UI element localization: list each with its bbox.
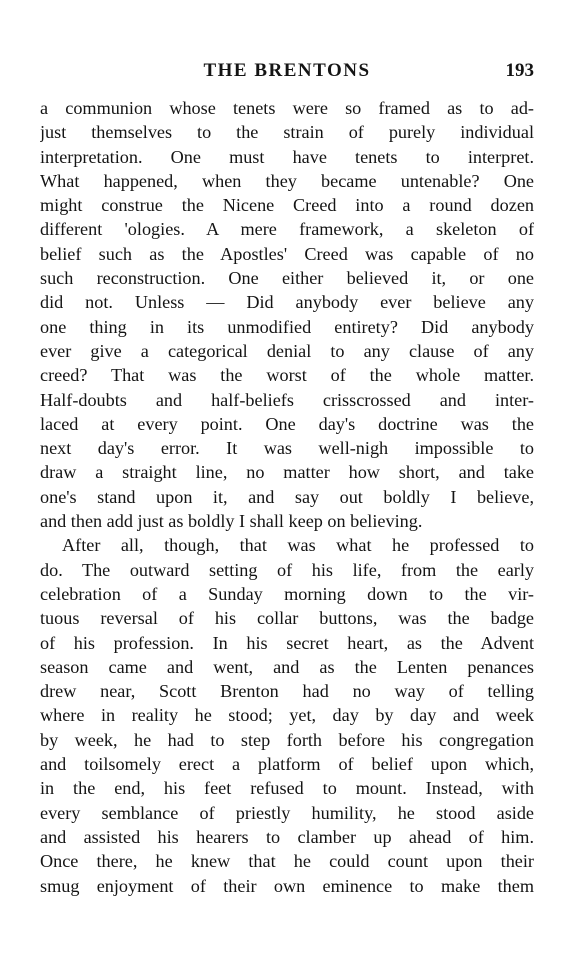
text-line: such reconstruction. One either believed it, or one <box>40 268 534 289</box>
text-line: and assisted his hearers to clamber up ahead of him. <box>40 826 534 847</box>
body-text <box>40 96 534 898</box>
text-line: ever give a categorical denial to any clause of any <box>40 340 534 361</box>
text-line: laced at every point. One day's doctrine was the <box>40 413 534 434</box>
text-line: celebration of a Sunday morning down to the vir- <box>40 583 534 604</box>
text-line: draw a straight line, no matter how short, and take <box>40 462 534 483</box>
text-line: one thing in its unmodified entirety? Did anybody <box>40 316 534 337</box>
text-line: Once there, he knew that he could count upon their <box>40 851 534 872</box>
text-line: where in reality he stood; yet, day by day and week <box>40 705 534 726</box>
text-line: one's stand upon it, and say out boldly I believe, <box>40 486 534 507</box>
page-header <box>40 60 534 86</box>
text-line: might construe the Nicene Creed into a round dozen <box>40 195 534 216</box>
text-line: belief such as the Apostles' Creed was capable of no <box>40 243 534 264</box>
text-line: a communion whose tenets were so framed as to ad- <box>40 98 534 118</box>
text-line: What happened, when they became untenable? One <box>40 170 534 191</box>
text-line: After all, though, that was what he professed to <box>62 535 534 556</box>
text-line: season came and went, and as the Lenten penances <box>40 656 534 677</box>
text-line: and toilsomely erect a platform of belief upon which, <box>40 754 534 775</box>
text-line: every semblance of priestly humility, he stood aside <box>40 802 534 823</box>
text-line: Half-doubts and half-beliefs crisscrossed and inter- <box>40 389 534 410</box>
text-line: drew near, Scott Brenton had no way of telling <box>40 681 534 702</box>
text-line: creed? That was the worst of the whole matter. <box>40 365 534 386</box>
text-line: and then add just as boldly I shall keep on believing. <box>40 511 423 532</box>
text-line: do. The outward setting of his life, from the early <box>40 559 534 580</box>
text-line: of his profession. In his secret heart, as the Advent <box>40 632 534 653</box>
text-line: next day's error. It was well-nigh impossible to <box>40 438 534 459</box>
text-line: in the end, his feet refused to mount. Instead, with <box>40 778 534 799</box>
text-line: interpretation. One must have tenets to interpret. <box>40 146 534 167</box>
text-line: smug enjoyment of their own eminence to make them <box>40 875 534 896</box>
page-number: 193 <box>505 60 534 81</box>
text-line: tuous reversal of his collar buttons, was the badge <box>40 608 534 629</box>
paragraph-1 <box>40 96 534 533</box>
paragraph-2 <box>40 533 534 897</box>
text-line: by week, he had to step forth before his congregation <box>40 729 534 750</box>
running-title: THE BRENTONS <box>203 60 371 81</box>
text-line: just themselves to the strain of purely individual <box>40 122 534 143</box>
text-line: different 'ologies. A mere framework, a skeleton of <box>40 219 534 240</box>
text-line: did not. Unless — Did anybody ever believe any <box>40 292 534 313</box>
